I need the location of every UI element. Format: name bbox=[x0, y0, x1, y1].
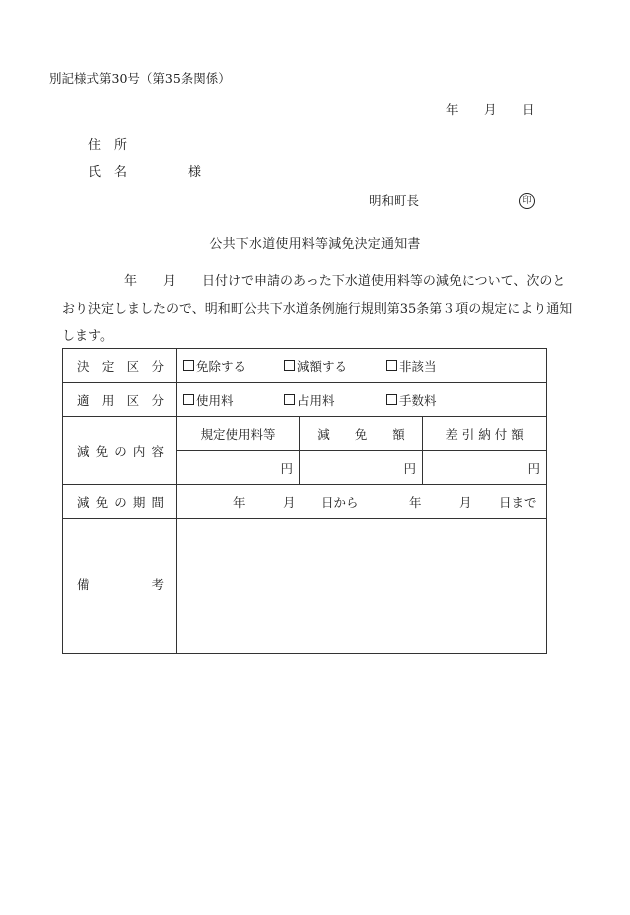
label-char: 決 bbox=[77, 358, 90, 374]
remarks-field[interactable] bbox=[177, 519, 547, 654]
applicable-label bbox=[63, 391, 176, 409]
option-handling-fee-label: 手数料 bbox=[399, 392, 437, 408]
period-from-year: 年 bbox=[233, 494, 246, 510]
label-char: 区 bbox=[126, 358, 140, 374]
label-char: 分 bbox=[151, 358, 164, 374]
label-char: 適 bbox=[77, 392, 90, 408]
label-char: 減 bbox=[77, 494, 90, 510]
decision-row bbox=[63, 349, 547, 383]
label-char: 定 bbox=[101, 358, 115, 374]
option-not-applicable-label: 非該当 bbox=[399, 358, 437, 374]
period-cell[interactable] bbox=[177, 485, 547, 519]
period-from-month: 月 bbox=[283, 494, 296, 510]
standard-fee-amount-field[interactable]: 円 bbox=[177, 451, 300, 485]
label-char: 免 bbox=[95, 494, 109, 510]
option-usage-fee-label: 使用料 bbox=[196, 392, 234, 408]
period-until-year: 年 bbox=[409, 494, 422, 510]
exemption-table bbox=[62, 348, 547, 654]
name-label: 氏 名 bbox=[88, 165, 128, 180]
period-from-day: 日から bbox=[321, 494, 359, 510]
applicable-options-cell bbox=[177, 383, 547, 417]
checkbox-exempt[interactable] bbox=[183, 360, 194, 371]
label-char: の bbox=[114, 443, 127, 459]
label-char: 減 bbox=[77, 443, 90, 459]
label-char: 免 bbox=[95, 443, 109, 459]
content-label-cell bbox=[63, 417, 177, 485]
label-char: 区 bbox=[126, 392, 140, 408]
option-usage-fee[interactable] bbox=[183, 391, 284, 409]
body-line-2: おり決定しましたので、明和町公共下水道条例施行規則第35条第３項の規定により通知 bbox=[62, 301, 573, 317]
label-char: 備 bbox=[77, 577, 90, 592]
header-standard-fee: 規定使用料等 bbox=[177, 417, 300, 451]
option-occupancy-fee-label: 占用料 bbox=[297, 392, 335, 408]
date-year-label: 年 bbox=[446, 102, 459, 117]
option-handling-fee[interactable] bbox=[386, 391, 437, 409]
mayor-label: 明和町長 bbox=[369, 193, 420, 208]
label-char: 期 bbox=[132, 494, 146, 510]
body-line-1-text: 年 月 日付けで申請のあった下水道使用料等の減免について、次のと bbox=[124, 274, 566, 289]
label-char: 間 bbox=[151, 494, 164, 510]
remarks-row bbox=[63, 519, 547, 654]
period-until-month: 月 bbox=[459, 494, 472, 510]
option-reduce-label: 減額する bbox=[297, 358, 348, 374]
header-reduction-amount: 減 免 額 bbox=[300, 417, 423, 451]
checkbox-not-applicable[interactable] bbox=[386, 360, 397, 371]
period-label bbox=[63, 493, 176, 511]
address-label: 住 所 bbox=[88, 138, 128, 153]
option-exempt-label: 免除する bbox=[196, 358, 247, 374]
label-char: 考 bbox=[151, 577, 164, 592]
checkbox-reduce[interactable] bbox=[284, 360, 295, 371]
reduction-amount-field[interactable]: 円 bbox=[300, 451, 423, 485]
decision-label bbox=[63, 357, 176, 375]
document-title: 公共下水道使用料等減免決定通知書 bbox=[209, 237, 421, 252]
applicable-label-cell bbox=[63, 383, 177, 417]
form-number: 別記様式第30号（第35条関係） bbox=[49, 71, 231, 86]
applicable-row bbox=[63, 383, 547, 417]
option-occupancy-fee[interactable] bbox=[284, 391, 386, 409]
decision-options-cell bbox=[177, 349, 547, 383]
label-char: の bbox=[114, 494, 127, 510]
period-label-cell bbox=[63, 485, 177, 519]
label-char: 用 bbox=[101, 392, 115, 408]
checkbox-handling-fee[interactable] bbox=[386, 394, 397, 405]
seal-mark: 印 bbox=[519, 193, 535, 209]
option-not-applicable[interactable] bbox=[386, 357, 437, 375]
body-line-1 bbox=[62, 268, 566, 296]
remarks-label bbox=[63, 575, 176, 593]
decision-label-cell bbox=[63, 349, 177, 383]
option-exempt[interactable] bbox=[183, 357, 284, 375]
content-header-row bbox=[63, 417, 547, 451]
period-until-day: 日まで bbox=[499, 494, 537, 510]
content-label bbox=[63, 442, 176, 460]
date-day-label: 日 bbox=[522, 102, 535, 117]
checkbox-occupancy-fee[interactable] bbox=[284, 394, 295, 405]
body-line-3: します。 bbox=[62, 329, 113, 344]
option-reduce[interactable] bbox=[284, 357, 386, 375]
remarks-label-cell bbox=[63, 519, 177, 654]
label-char: 内 bbox=[132, 443, 146, 459]
period-row bbox=[63, 485, 547, 519]
net-payment-amount-field[interactable]: 円 bbox=[423, 451, 547, 485]
label-char: 分 bbox=[151, 392, 164, 408]
header-net-payment: 差 引 納 付 額 bbox=[423, 417, 547, 451]
honorific: 様 bbox=[188, 165, 202, 180]
label-char: 容 bbox=[151, 443, 164, 459]
checkbox-usage-fee[interactable] bbox=[183, 394, 194, 405]
date-month-label: 月 bbox=[484, 102, 497, 117]
body-paragraph bbox=[62, 268, 573, 351]
